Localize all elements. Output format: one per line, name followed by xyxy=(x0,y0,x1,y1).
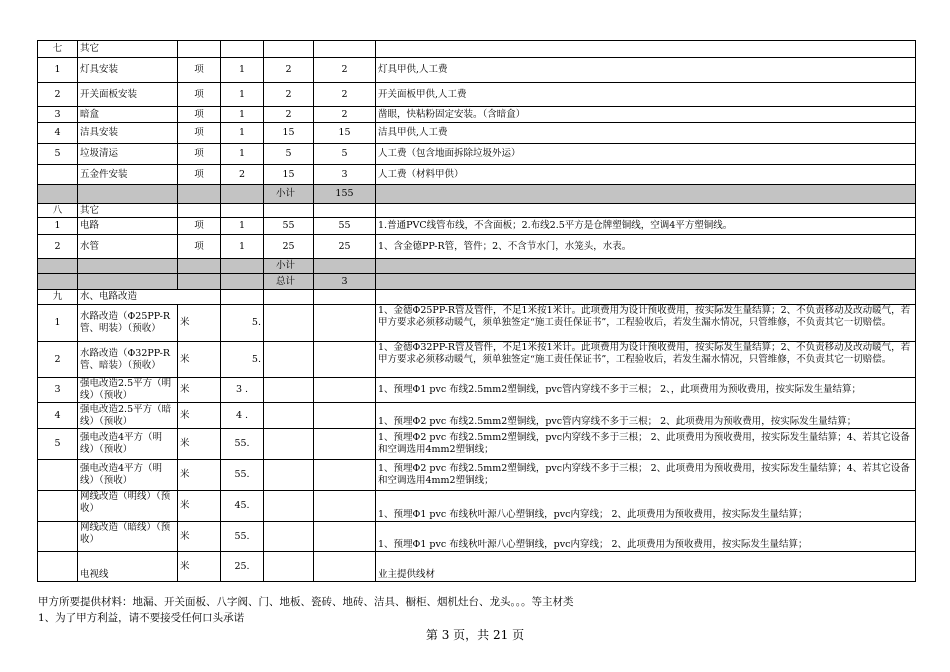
item-unit: 项 xyxy=(178,83,221,107)
item-unit: 米 xyxy=(178,460,221,491)
page-number: 第 3 页，共 21 页 xyxy=(425,628,525,642)
item-name: 强电改造4平方（明线）（预收） xyxy=(78,429,178,460)
item-price: 15 xyxy=(264,165,314,185)
item-unit: 米 xyxy=(178,522,221,552)
quotation-table-body xyxy=(38,41,916,582)
item-name: 电路 xyxy=(78,218,178,235)
item-note: 开关面板甲供,人工费 xyxy=(376,83,916,107)
row-number: 2 xyxy=(38,235,78,259)
table-row xyxy=(38,552,916,582)
item-note: 洁具甲供,人工费 xyxy=(376,123,916,144)
item-unit: 米 xyxy=(178,491,221,522)
section-code: 七 xyxy=(38,41,78,58)
item-name: 网线改造（明线）（预收） xyxy=(78,491,178,522)
item-quantity: 1 xyxy=(221,83,264,107)
item-name: 垃圾清运 xyxy=(78,144,178,165)
row-number: 4 xyxy=(38,123,78,144)
item-amount: 2 xyxy=(314,83,376,107)
table-row xyxy=(38,144,916,165)
item-name: 五金件安装 xyxy=(78,165,178,185)
item-name: 暗盒 xyxy=(78,107,178,123)
item-unit: 项 xyxy=(178,235,221,259)
row-number xyxy=(38,552,78,582)
warning-note: 1、为了甲方利益，请不要接受任何口头承诺 xyxy=(38,612,245,624)
table-row xyxy=(38,460,916,491)
item-quantity: 1 xyxy=(221,235,264,259)
subtotal-value xyxy=(314,259,376,274)
row-number: 2 xyxy=(38,83,78,107)
table-row xyxy=(38,378,916,403)
table-row xyxy=(38,429,916,460)
table-row xyxy=(38,491,916,522)
table-row xyxy=(38,123,916,144)
subtotal-row xyxy=(38,185,916,204)
item-name: 水路改造（Φ32PP-R管、暗装）（预收） xyxy=(78,342,178,378)
item-note: 1、金德Φ32PP-R管及管件，不足1米按1米计。此项费用为设计预收费用，按实际发生量结算；2、不负责移动及改动暖气，若甲方要求必须移动暖气，须单独签定“施工责任保证书”，工程验收后，若发生漏水情况，只管维修，不负责其它一切赔偿。 xyxy=(376,342,916,378)
item-price: 2 xyxy=(264,107,314,123)
item-note: 1、含金德PP-R管，管件；2、不含节水门，水笼头，水表。 xyxy=(376,235,916,259)
item-amount: 2 xyxy=(314,58,376,83)
subtotal-value: 155 xyxy=(314,185,376,204)
item-name: 水管 xyxy=(78,235,178,259)
row-number: 1 xyxy=(38,305,78,342)
item-note: 1、预埋Φ2 pvc 布线2.5mm2塑铜线，pvc内穿线不多于三根； 2、此项费用为预收费用，按实际发生量结算；4、若其它设备和空调选用4mm2塑铜线； xyxy=(376,460,916,491)
row-number: 4 xyxy=(38,403,78,429)
item-note: 凿眼，快粘粉固定安装。（含暗盒） xyxy=(376,107,916,123)
row-number xyxy=(38,165,78,185)
item-quantity: 2 xyxy=(221,165,264,185)
item-unit: 米 xyxy=(178,378,221,403)
quotation-table xyxy=(37,40,916,582)
item-unit: 项 xyxy=(178,107,221,123)
section-code: 八 xyxy=(38,204,78,218)
row-number xyxy=(38,522,78,552)
item-amount: 55 xyxy=(314,218,376,235)
item-name: 开关面板安装 xyxy=(78,83,178,107)
item-name: 电视线 xyxy=(78,552,178,582)
item-unit: 米 xyxy=(178,403,221,429)
item-price: 2 xyxy=(264,58,314,83)
item-unit: 米 xyxy=(178,552,221,582)
item-note: 1、预埋Φ1 pvc 布线秋叶源八心塑铜线，pvc内穿线； 2、此项费用为预收费用，按实际发生量结算； xyxy=(376,522,916,552)
row-number: 2 xyxy=(38,342,78,378)
subtotal-label: 小计 xyxy=(264,259,314,274)
item-quantity: 45. xyxy=(221,491,264,522)
item-amount: 2 xyxy=(314,107,376,123)
row-number xyxy=(38,491,78,522)
item-note: 1、金德Φ25PP-R管及管件，不足1米按1米计。此项费用为设计预收费用，按实际发生量结算；2、不负责移动及改动暖气，若甲方要求必须移动暖气，须单独签定“施工责任保证书”，工程验收后，若发生漏水情况，只管维修，不负责其它一切赔偿。 xyxy=(376,305,916,342)
section-header-row xyxy=(38,204,916,218)
item-note: 人工费（包含地面拆除垃圾外运） xyxy=(376,144,916,165)
item-quantity: 1 xyxy=(221,218,264,235)
item-note: 人工费（材料甲供） xyxy=(376,165,916,185)
item-unit: 项 xyxy=(178,144,221,165)
table-row xyxy=(38,403,916,429)
total-label: 总计 xyxy=(264,274,314,290)
item-quantity: 25. xyxy=(221,552,264,582)
item-note: 业主提供线材 xyxy=(376,552,916,582)
item-unit: 米 xyxy=(178,305,221,342)
item-price: 2 xyxy=(264,83,314,107)
item-name: 网线改造（暗线）（预收） xyxy=(78,522,178,552)
item-amount: 15 xyxy=(314,123,376,144)
item-quantity: 55. xyxy=(221,460,264,491)
item-quantity: 55. xyxy=(221,429,264,460)
item-unit: 项 xyxy=(178,165,221,185)
row-number: 1 xyxy=(38,58,78,83)
item-quantity: 3 . xyxy=(221,378,264,403)
item-quantity: 1 xyxy=(221,58,264,83)
total-value: 3 xyxy=(314,274,376,290)
item-amount: 25 xyxy=(314,235,376,259)
section-title: 水、电路改造 xyxy=(78,290,221,305)
table-row xyxy=(38,165,916,185)
item-unit: 项 xyxy=(178,218,221,235)
table-row xyxy=(38,305,916,342)
item-note: 1、预埋Φ2 pvc 布线2.5mm2塑铜线，pvc内穿线不多于三根； 2、此项费用为预收费用，按实际发生量结算；4、若其它设备和空调选用4mm2塑铜线； xyxy=(376,429,916,460)
row-number: 5 xyxy=(38,429,78,460)
item-quantity: 1 xyxy=(221,144,264,165)
section-code: 九 xyxy=(38,290,78,305)
table-row xyxy=(38,342,916,378)
table-row xyxy=(38,235,916,259)
item-price: 5 xyxy=(264,144,314,165)
item-name: 洁具安装 xyxy=(78,123,178,144)
item-quantity: 1 xyxy=(221,107,264,123)
item-unit: 米 xyxy=(178,429,221,460)
table-row xyxy=(38,218,916,235)
item-unit: 项 xyxy=(178,123,221,144)
table-row xyxy=(38,522,916,552)
subtotal-row xyxy=(38,259,916,274)
item-amount: 3 xyxy=(314,165,376,185)
item-quantity: 1 xyxy=(221,123,264,144)
item-name: 强电改造2.5平方（明线）（预收） xyxy=(78,378,178,403)
row-number xyxy=(38,460,78,491)
item-quantity: 5. xyxy=(221,305,264,342)
item-price: 25 xyxy=(264,235,314,259)
total-row xyxy=(38,274,916,290)
item-note: 灯具甲供,人工费 xyxy=(376,58,916,83)
item-price: 55 xyxy=(264,218,314,235)
item-amount: 5 xyxy=(314,144,376,165)
item-unit: 项 xyxy=(178,58,221,83)
item-quantity: 4 . xyxy=(221,403,264,429)
item-note: 1、预埋Φ2 pvc 布线2.5mm2塑铜线，pvc管内穿线不多于三根； 2、此项费用为预收费用，按实际发生量结算； xyxy=(376,403,916,429)
item-quantity: 55. xyxy=(221,522,264,552)
section-title: 其它 xyxy=(78,204,178,218)
section-title: 其它 xyxy=(78,41,178,58)
item-quantity: 5. xyxy=(221,342,264,378)
item-name: 灯具安装 xyxy=(78,58,178,83)
item-price: 15 xyxy=(264,123,314,144)
item-note: 1.普通PVC线管布线，不含面板；2.布线2.5平方是仓牌塑铜线，空调4平方塑铜线。 xyxy=(376,218,916,235)
section-header-row xyxy=(38,41,916,58)
table-row xyxy=(38,107,916,123)
item-unit: 米 xyxy=(178,342,221,378)
item-name: 水路改造（Φ25PP-R管、明装）（预收） xyxy=(78,305,178,342)
row-number: 3 xyxy=(38,378,78,403)
item-name: 强电改造2.5平方（暗线）（预收） xyxy=(78,403,178,429)
item-name: 强电改造4平方（明线）（预收） xyxy=(78,460,178,491)
row-number: 3 xyxy=(38,107,78,123)
item-note: 1、预埋Φ1 pvc 布线秋叶源八心塑铜线，pvc内穿线； 2、此项费用为预收费用，按实际发生量结算； xyxy=(376,491,916,522)
row-number: 1 xyxy=(38,218,78,235)
section-header-row xyxy=(38,290,916,305)
table-row xyxy=(38,58,916,83)
subtotal-label: 小计 xyxy=(264,185,314,204)
item-note: 1、预埋Φ1 pvc 布线2.5mm2塑铜线，pvc管内穿线不多于三根； 2、，此项费用为预收费用，按实际发生量结算； xyxy=(376,378,916,403)
table-row xyxy=(38,83,916,107)
materials-note: 甲方所要提供材料：地漏、开关面板、八字阀、门、地板、瓷砖、地砖、洁具、橱柜、烟机灶台、龙头。。。等主材类 xyxy=(38,596,574,608)
row-number: 5 xyxy=(38,144,78,165)
